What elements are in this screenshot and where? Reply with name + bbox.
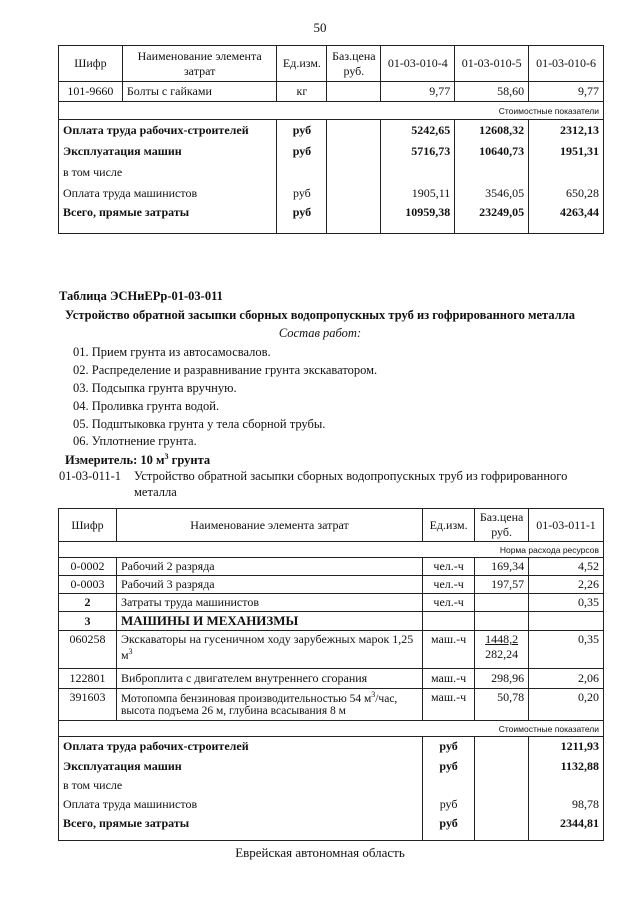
cell-value: 58,60: [455, 82, 529, 102]
work-heading: Состав работ:: [278, 326, 362, 340]
cost-value: [529, 777, 604, 795]
cost-value: 1211,93: [529, 737, 604, 757]
header-name: Наименование элемента затрат: [122, 46, 277, 82]
cell-name: Мотопомпа бензиновая производительностью 54 $м^3$/час, высота подъема 26 м, глубина всасывания 8 м: [116, 689, 422, 721]
cost-unit: руб: [277, 141, 327, 162]
cost-value: 1951,31: [529, 141, 604, 162]
cost-value: 1905,11: [381, 183, 455, 204]
cost-value: [381, 162, 455, 183]
page-number: 50: [313, 20, 327, 35]
cost-value: 4263,44: [529, 204, 604, 234]
cell-name: Виброплита с двигателем внутреннего сгорания: [116, 669, 422, 689]
cost-name: Оплата труда рабочих-строителей: [59, 737, 423, 757]
table-row: [59, 737, 604, 757]
cost-empty: [475, 815, 529, 841]
cost-unit: [277, 162, 327, 183]
cost-name: Оплата труда рабочих-строителей: [59, 120, 277, 141]
cost-name: Оплата труда машинистов: [59, 795, 423, 815]
cell-unit: чел.-ч: [423, 594, 475, 612]
header-unit: Ед.изм.: [277, 46, 327, 82]
cost-empty: [327, 162, 381, 183]
cell-unit: чел.-ч: [423, 558, 475, 576]
cost-value: 2312,13: [529, 120, 604, 141]
table-row: [59, 757, 604, 777]
table-subtitle: Устройство обратной засыпки сборных водопропускных труб из гофрированного металла: [64, 308, 575, 322]
table-row: [59, 576, 604, 594]
cost-name: Оплата труда машинистов: [59, 183, 277, 204]
table-row: [59, 612, 604, 631]
footer-region: Еврейская автономная область: [235, 845, 405, 860]
cell-price: [475, 594, 529, 612]
cost-unit: руб: [277, 204, 327, 234]
cost-empty: [327, 183, 381, 204]
cell-price: [475, 612, 529, 631]
cell-name: Болты с гайками: [122, 82, 277, 102]
header-col-3: 01-03-010-6: [529, 46, 604, 82]
header-col-1: 01-03-011-1: [529, 509, 604, 542]
cell-code: 122801: [59, 669, 117, 689]
table-row: [59, 141, 604, 162]
cell-value: 0,35: [529, 594, 604, 612]
cost-name: в том числе: [59, 162, 277, 183]
cell-name: МАШИНЫ И МЕХАНИЗМЫ: [116, 612, 422, 631]
section-label: Стоимостные показатели: [59, 721, 604, 737]
cell-price: 298,96: [475, 669, 529, 689]
table-row: [59, 204, 604, 234]
cost-unit: руб: [423, 795, 475, 815]
header-name: Наименование элемента затрат: [116, 509, 422, 542]
cell-value: 0,20: [529, 689, 604, 721]
cell-unit: чел.-ч: [423, 576, 475, 594]
cost-unit: руб: [277, 120, 327, 141]
work-item: 05. Подштыковка грунта у тела сборной трубы.: [73, 417, 326, 431]
cost-value: 3546,05: [455, 183, 529, 204]
cell-price: 169,34: [475, 558, 529, 576]
cell-code: 391603: [59, 689, 117, 721]
cell-code: 060258: [59, 631, 117, 669]
table-resources-01-03-011: [58, 508, 604, 841]
section-label: Стоимостные показатели: [59, 102, 604, 120]
table-row: [59, 558, 604, 576]
cell-name: Рабочий 3 разряда: [116, 576, 422, 594]
table-row: [59, 82, 604, 102]
header-base-price: Баз.цена руб.: [475, 509, 529, 542]
cell-code: 0-0003: [59, 576, 117, 594]
cost-unit: [423, 777, 475, 795]
cost-empty: [475, 777, 529, 795]
cost-name: Всего, прямые затраты: [59, 204, 277, 234]
cell-price: 197,57: [475, 576, 529, 594]
cell-value: 2,26: [529, 576, 604, 594]
measure-unit: Измеритель: 10 $м^3$ грунта: [65, 452, 211, 468]
cost-value: 10640,73: [455, 141, 529, 162]
cell-value: 9,77: [529, 82, 604, 102]
cost-unit: руб: [277, 183, 327, 204]
norm-label: Норма расхода ресурсов: [59, 542, 604, 558]
header-unit: Ед.изм.: [423, 509, 475, 542]
table-row: [59, 120, 604, 141]
cost-empty: [327, 120, 381, 141]
cell-name: Затраты труда машинистов: [116, 594, 422, 612]
cost-value: 5716,73: [381, 141, 455, 162]
table-row: [59, 631, 604, 669]
cost-value: 23249,05: [455, 204, 529, 234]
cost-name: Всего, прямые затраты: [59, 815, 423, 841]
cell-code: 0-0002: [59, 558, 117, 576]
code-desc-line2: металла: [134, 485, 177, 499]
table-row: [59, 815, 604, 841]
code-ref: 01-03-011-1: [59, 469, 122, 483]
cost-unit: руб: [423, 737, 475, 757]
cell-unit: маш.-ч: [423, 669, 475, 689]
table-row: [59, 689, 604, 721]
cell-code: 2: [59, 594, 117, 612]
cell-value: 4,52: [529, 558, 604, 576]
cost-value: 5242,65: [381, 120, 455, 141]
cost-empty: [475, 737, 529, 757]
header-base-price: Баз.цена руб.: [327, 46, 381, 82]
cell-value: [529, 612, 604, 631]
cell-value: 0,35: [529, 631, 604, 669]
work-item: 02. Распределение и разравнивание грунта экскаватором.: [73, 363, 378, 377]
cell-value: 9,77: [381, 82, 455, 102]
table-row: [59, 795, 604, 815]
cell-unit: [423, 612, 475, 631]
header-code: Шифр: [59, 509, 117, 542]
work-item: 06. Уплотнение грунта.: [73, 434, 197, 448]
work-item: 01. Прием грунта из автосамосвалов.: [73, 345, 271, 359]
cell-name: Рабочий 2 разряда: [116, 558, 422, 576]
table-row: [59, 594, 604, 612]
cost-value: 650,28: [529, 183, 604, 204]
cost-value: 1132,88: [529, 757, 604, 777]
cell-price: [327, 82, 381, 102]
cost-value: [455, 162, 529, 183]
cost-empty: [327, 204, 381, 234]
cell-unit: кг: [277, 82, 327, 102]
work-item: 04. Проливка грунта водой.: [73, 399, 220, 413]
cost-value: 12608,32: [455, 120, 529, 141]
cost-empty: [327, 141, 381, 162]
cell-code: 101-9660: [59, 82, 123, 102]
header-code: Шифр: [59, 46, 123, 82]
cost-value: [529, 162, 604, 183]
cell-name: Экскаваторы на гусеничном ходу зарубежных марок 1,25 $м^3$: [116, 631, 422, 669]
table-resources-01-03-010: [58, 45, 604, 234]
header-col-2: 01-03-010-5: [455, 46, 529, 82]
cost-unit: руб: [423, 757, 475, 777]
cost-value: 2344,81: [529, 815, 604, 841]
cost-value: 98,78: [529, 795, 604, 815]
table-title: Таблица ЭСНиЕРр-01-03-011: [59, 289, 223, 303]
table-row: [59, 183, 604, 204]
work-item: 03. Подсыпка грунта вручную.: [73, 381, 237, 395]
cell-price: 1448,2 282,24: [475, 631, 529, 669]
cost-name: Эксплуатация машин: [59, 141, 277, 162]
cost-empty: [475, 757, 529, 777]
cell-unit: маш.-ч: [423, 689, 475, 721]
cost-name: в том числе: [59, 777, 423, 795]
cell-unit: маш.-ч: [423, 631, 475, 669]
header-col-1: 01-03-010-4: [381, 46, 455, 82]
cost-name: Эксплуатация машин: [59, 757, 423, 777]
table-row: [59, 669, 604, 689]
cost-value: 10959,38: [381, 204, 455, 234]
cost-unit: руб: [423, 815, 475, 841]
code-desc-line1: Устройство обратной засыпки сборных водопропускных труб из гофрированного: [134, 469, 568, 483]
cost-empty: [475, 795, 529, 815]
cell-price: 50,78: [475, 689, 529, 721]
table-row: [59, 777, 604, 795]
cell-value: 2,06: [529, 669, 604, 689]
table-row: [59, 162, 604, 183]
cell-code: 3: [59, 612, 117, 631]
